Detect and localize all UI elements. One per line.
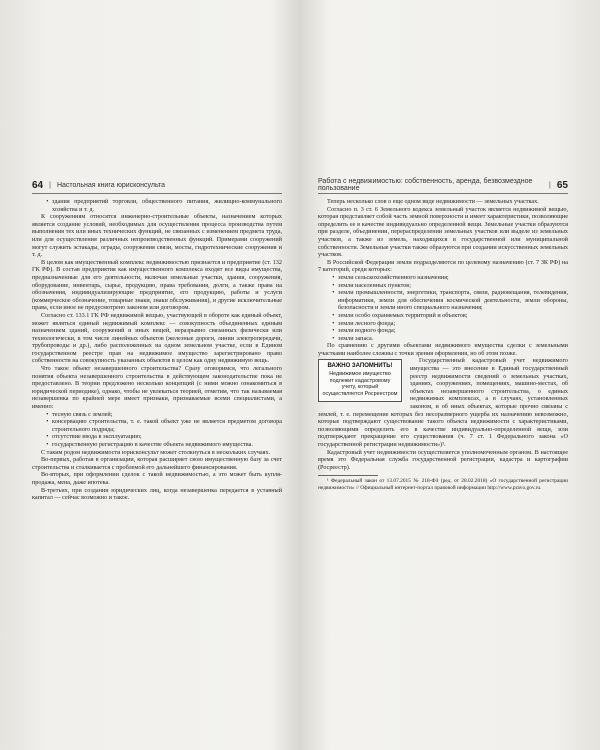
important-callout-box bbox=[318, 359, 402, 402]
header-separator: | bbox=[549, 181, 551, 189]
body-paragraph: Кадастровый учет недвижимости осуществляется уполномоченным органом. В настоящее время это Федеральная служба государственной регистрации, кадастра и картографии (Росреестр). bbox=[318, 448, 568, 471]
right-text-column bbox=[318, 198, 568, 491]
right-page bbox=[300, 0, 600, 750]
list-item: • земли запаса. bbox=[336, 335, 568, 343]
list-item: • тесную связь с землей; bbox=[50, 411, 282, 419]
body-paragraph: В целом как имущественный комплекс недвижимостью признается и предприятие (ст. 132 ГК РФ). В состав предприятия как имущественного комплекса входят все виды имущества, предназначенные для его деятельности, включая земельные участки, здания, сооружения, оборудование, инвентарь, сырье, продукцию, права требования, долги, а также права на обозначения, индивидуализирующие предприятие, его продукцию, работы и услуги (коммерческое обозначение, товарные знаки, знаки обслуживания), и другие исключительные права, если иное не предусмотрено законом или договором. bbox=[32, 258, 282, 312]
bullet-list bbox=[32, 411, 282, 449]
bullet-list bbox=[32, 198, 282, 213]
body-paragraph: По сравнению с другими объектами недвижимого имущества сделки с земельными участками наиболее сложны с точки зрения оформления, но об этом позже. bbox=[318, 342, 568, 357]
list-item: • здания предприятий торговли, общественного питания, жилищно-коммунального хозяйства и т. д. bbox=[50, 198, 282, 213]
right-running-header bbox=[318, 178, 568, 192]
list-item: • земли сельскохозяйственного назначения; bbox=[336, 274, 568, 282]
body-paragraph: Во-первых, работая в организации, которая расширяет свою имущественную базу за счет строительства и сталкивается с проблемой его дальнейшего финансирования. bbox=[32, 456, 282, 471]
footnote-rule bbox=[318, 475, 378, 476]
header-rule bbox=[32, 193, 282, 194]
page-number: 65 bbox=[556, 179, 568, 191]
body-paragraph: Согласно п. 3 ст. 6 Земельного кодекса земельный участок является недвижимой вещью, которая представляет собой часть земной поверхности и имеет характеристики, позволяющие определить ее в качестве индивидуально определенной вещи. Земельные участки образуются при разделе, объединении, перераспределении земельных участков или выделе из земельных участков, а также из земель, находящихся в государственной или муниципальной собственности. Земельные участки также образуются при создании искусственных земельных участков. bbox=[318, 205, 568, 259]
list-item: • консервацию строительства, т. е. такой объект уже не является предметом договора строительного подряда; bbox=[50, 418, 282, 433]
running-head-title: Работа с недвижимостью: собственность, аренда, безвозмездное пользование bbox=[318, 178, 533, 192]
left-running-header bbox=[32, 178, 282, 192]
list-item: • земли водного фонда; bbox=[336, 327, 568, 335]
body-paragraph: В-третьих, при создании юридических лиц, когда незавершенка передается в уставный капитал — сейчас возможно и такое. bbox=[32, 486, 282, 502]
footnote: ¹ Федеральный закон от 13.07.2015 № 218-ФЗ (ред. от 28.02.2018) «О государственной регистрации недвижимости» // Официальный интернет-портал правовой информации http://www.pravo.gov.ru. bbox=[318, 478, 568, 491]
list-item: • земли лесного фонда; bbox=[336, 320, 568, 328]
running-head-title: Настольная книга юрисконсульта bbox=[56, 181, 166, 189]
body-paragraph: Что такое объект незавершенного строительства? Сразу оговоримся, что легального понятия объекта незавершенного строительства в действующем законодательстве пока не предоставлено. В теории предложено несколько концепций (с ними можно ознакомиться в юридической периодике), однако, чтобы не увлекаться теорией, отметим, что так называемая незавершенка по крайней мере имеет признаки, признаваемые всеми специалистами, а именно: bbox=[32, 365, 282, 411]
list-item: • земли промышленности, энергетики, транспорта, связи, радиовещания, телевидения, информатики, земли для обеспечения космической деятельности, земли обороны, безопасности и земли иного специального назначения; bbox=[336, 289, 568, 312]
callout-title: ВАЖНО ЗАПОМНИТЬ! bbox=[327, 363, 393, 370]
header-rule bbox=[318, 193, 568, 194]
list-item: • земли населенных пунктов; bbox=[336, 282, 568, 290]
callout-wrap-block bbox=[318, 357, 568, 471]
body-paragraph: Согласно ст. 133.1 ГК РФ недвижимой вещью, участвующей в обороте как единый объект, может являться единый недвижимый комплекс — совокупность объединенных единым назначением зданий, сооружений и иных вещей, неразрывно связанных физически или технологически, в том числе линейных объектов (железные дороги, линии электропередачи, трубопроводы и др.), либо расположенных на одном земельном участке, если в Едином государственном реестре прав на недвижимое имущество зарегистрировано право собственности на совокупность указанных объектов в целом как одну недвижимую вещь. bbox=[32, 311, 282, 365]
callout-text: Недвижимое имущество подлежит кадастровому учету, который осуществляется Росреестром bbox=[322, 371, 398, 397]
list-item: • отсутствие ввода в эксплуатацию; bbox=[50, 433, 282, 441]
list-item: • государственную регистрацию в качестве объекта недвижимого имущества. bbox=[50, 441, 282, 449]
body-paragraph: Теперь несколько слов о еще одном виде недвижимости — земельных участках. bbox=[327, 198, 539, 205]
body-paragraph: К сооружениям относятся инженерно-строительные объекты, назначением которых является создание условий, необходимых для осуществления процесса производства путем выполнения тех или иных технических функций, не связанных с изменением предмета труда, или для осуществления различных непроизводственных функций. Примерами сооружений могут служить эстакады, ограды, сооружения связи, мосты, гидротехнические сооружения и т. д. bbox=[32, 213, 282, 259]
body-paragraph: Во-вторых, при оформлении сделок с такой недвижимостью, а это может быть купля-продажа, мена, даже ипотека. bbox=[32, 471, 282, 486]
bullet-list bbox=[318, 274, 568, 342]
list-item: • земли особо охраняемых территорий и объектов; bbox=[336, 312, 568, 320]
page-number: 64 bbox=[32, 179, 44, 191]
left-text-column bbox=[32, 198, 282, 502]
body-paragraph: С таким родом недвижимости юрисконсульт может столкнуться в нескольких случаях. bbox=[41, 448, 271, 456]
header-separator: | bbox=[49, 181, 51, 189]
body-paragraph: Государственный кадастровый учет недвижимого имущества — это внесение в Единый государственный реестр недвижимости сведений о земельных участках, зданиях, сооружениях, помещениях, машино-местах, об объектах незавершенного строительства, о единых недвижимых комплексах, а в случаях, установленных законом, и об иных объектах, которые прочно связаны с землей, т. е. перемещение которых без несоразмерного ущерба их назначению невозможно, которые подтверждают существование такого объекта недвижимости с характеристиками, позволяющими определить его в качестве индивидуально-определенной вещи, или подтверждают прекращение его существования (ч. 7 ст. 1 Федерального закона «О государственной регистрации недвижимости»)¹. bbox=[318, 357, 568, 448]
body-paragraph: В Российской Федерации земли подразделяются по целевому назначению (ст. 7 ЗК РФ) на 7 категорий, среди которых: bbox=[318, 258, 568, 274]
